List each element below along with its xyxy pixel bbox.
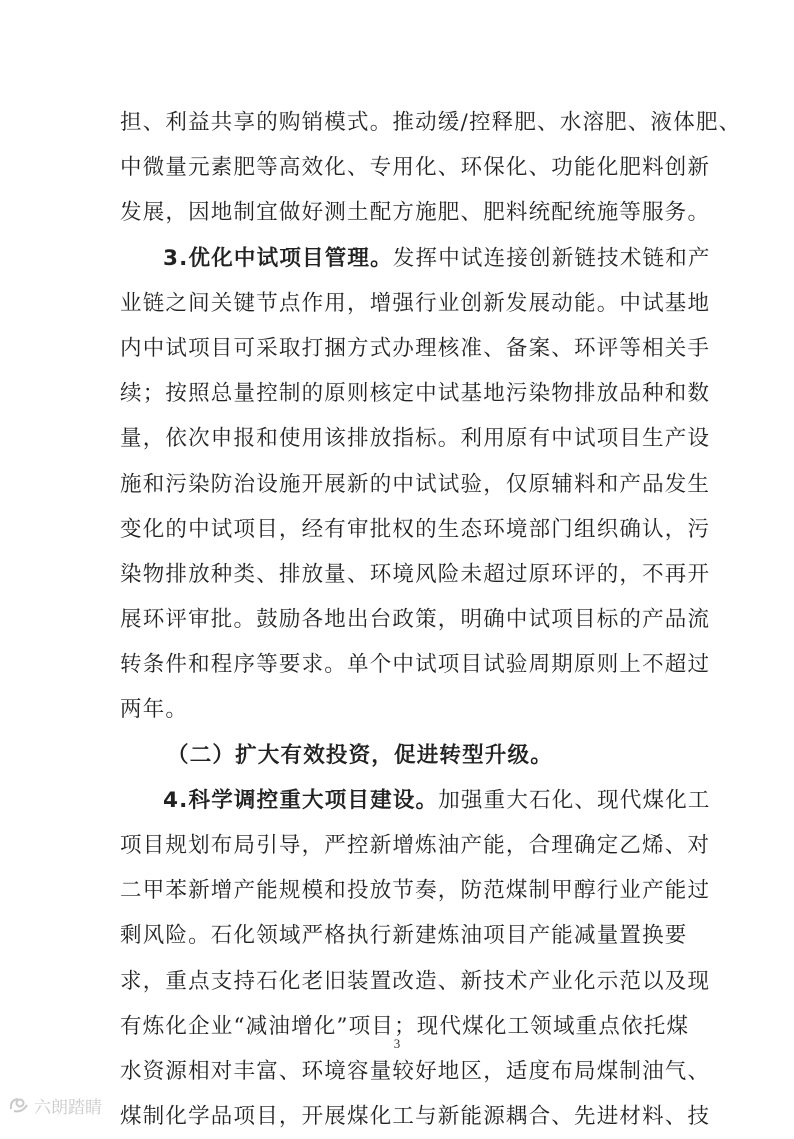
text-line: 担、利益共享的购销模式。推动缓/控释肥、水溶肥、液体肥、 [120, 110, 742, 135]
body-text [120, 100, 742, 1139]
text-line: 展环评审批。鼓励各地出台政策，明确中试项目标的产品流 [120, 607, 711, 633]
text-line: 续；按照总量控制的原则核定中试基地污染物排放品种和数 [120, 381, 711, 407]
watermark [8, 1093, 102, 1117]
text-line: 变化的中试项目，经有审批权的生态环境部门组织确认，污 [120, 516, 711, 542]
text-line [120, 733, 680, 778]
text-line: 中微量元素肥等高效化、专用化、环保化、功能化肥料创新 [120, 155, 711, 181]
text-line: 内中试项目可采取打捆方式办理核准、备案、环评等相关手 [120, 335, 711, 361]
text-line: 求，重点支持石化老旧装置改造、新技术产业化示范以及现 [120, 968, 711, 994]
text-line-content: 发挥中试连接创新链技术链和产 [392, 245, 711, 271]
text-line: 水资源相对丰富、环境容量较好地区，适度布局煤制油气、 [120, 1058, 711, 1084]
section-heading: 4.科学调控重大项目建设。 [163, 787, 439, 813]
logo-mark-icon [8, 1095, 30, 1115]
text-line: 量，依次申报和使用该排放指标。利用原有中试项目生产设 [120, 426, 711, 452]
text-line: 转条件和程序等要求。单个中试项目试验周期原则上不超过 [120, 652, 711, 678]
text-line [120, 236, 711, 281]
text-line: 施和污染防治设施开展新的中试试验，仅原辅料和产品发生 [120, 471, 711, 497]
text-line: 两年。 [120, 697, 189, 723]
text-line: 二甲苯新增产能规模和投放节奏，防范煤制甲醇行业产能过 [120, 878, 711, 904]
text-line [120, 778, 711, 823]
text-line: 煤制化学品项目，开展煤化工与新能源耦合、先进材料、技 [120, 1104, 711, 1130]
text-line: 染物排放种类、排放量、环境风险未超过原环评的，不再开 [120, 561, 711, 587]
text-line: 业链之间关键节点作用，增强行业创新发展动能。中试基地 [120, 290, 711, 316]
text-line: 剩风险。石化领域严格执行新建炼油项目产能减量置换要 [120, 923, 688, 949]
text-line: 项目规划布局引导，严控新增炼油产能，合理确定乙烯、对 [120, 833, 711, 858]
text-line: 发展，因地制宜做好测土配方施肥、肥料统配统施等服务。 [120, 200, 711, 226]
watermark-text: 六朗踏睛 [34, 1097, 102, 1118]
text-line-content: 加强重大石化、现代煤化工 [438, 787, 711, 813]
subsection-heading: （二）扩大有效投资，促进转型升级。 [167, 742, 553, 768]
section-heading: 3.优化中试项目管理。 [163, 245, 393, 271]
text-line: 有炼化企业“减油增化”项目；现代煤化工领域重点依托煤 [120, 1013, 690, 1039]
page-number: 3 [393, 1036, 401, 1051]
